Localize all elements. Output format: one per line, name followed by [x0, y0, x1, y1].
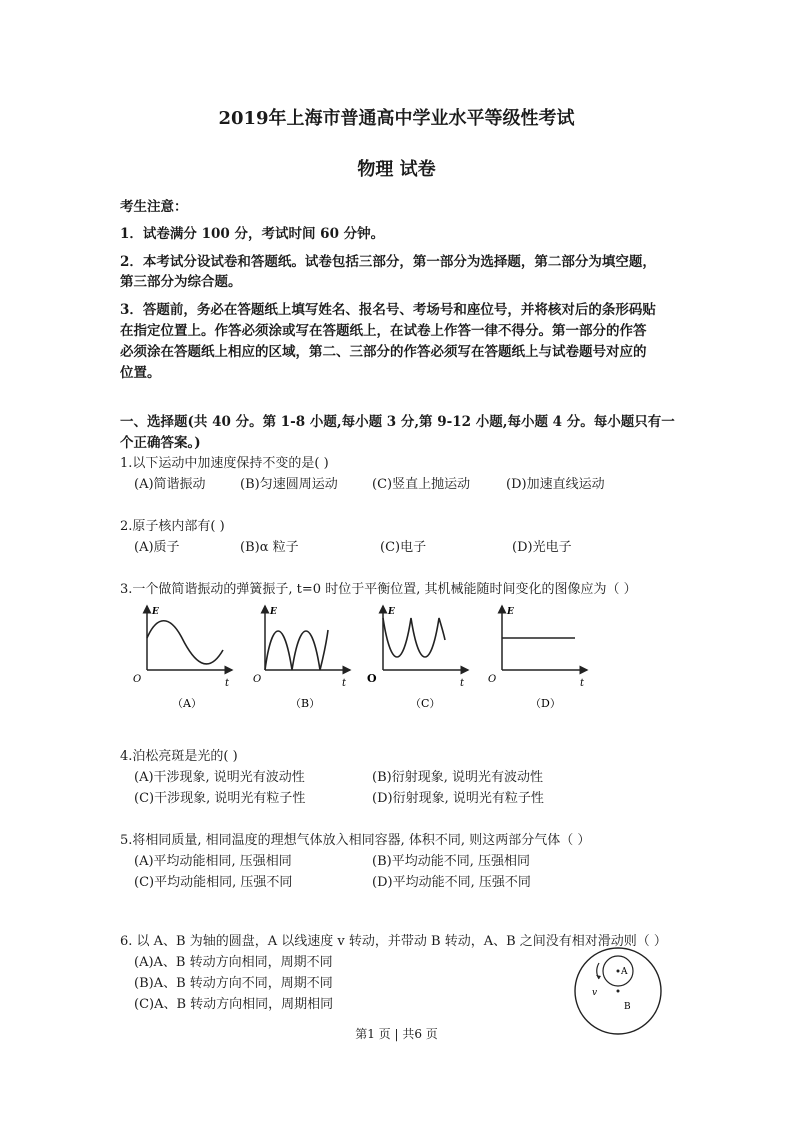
question-5-option-d: (D)平均动能不同, 压强不同	[372, 875, 531, 890]
question-6-stem: 6. 以 A、B 为轴的圆盘，A 以线速度 v 转动，并带动 B 转动，A、B 之间没有相对滑动则（ ）	[120, 934, 667, 949]
graph-b-origin: O	[253, 674, 262, 685]
graph-d-axis-e: E	[507, 607, 514, 617]
question-1-option-a: (A)简谐振动	[134, 477, 206, 492]
graph-d-origin: O	[488, 674, 497, 685]
question-3-stem: 3.一个做简谐振动的弹簧振子, t=0 时位于平衡位置, 其机械能随时间变化的图像应为（ ）	[120, 582, 637, 597]
graph-c-axis-e: E	[388, 607, 395, 617]
question-2-option-a: (A)质子	[134, 540, 180, 555]
notice-item-3-line-4: 位置。	[120, 365, 161, 381]
graph-a-axis-t: t	[225, 678, 230, 689]
page-title: 2019年上海市普通高中学业水平等级性考试	[218, 108, 575, 129]
disc-a-center	[617, 970, 620, 973]
disc-b-center	[617, 990, 620, 993]
question-1-option-c: (C)竖直上抛运动	[372, 477, 471, 492]
question-1-option-b: (B)匀速圆周运动	[240, 477, 338, 492]
graph-c-label: （C）	[410, 697, 441, 710]
graph-d-label: （D）	[530, 697, 561, 710]
question-5-option-c: (C)平均动能相同, 压强不同	[134, 875, 293, 890]
disc-b-label: B	[624, 1002, 631, 1012]
graph-d	[488, 606, 587, 689]
graph-b	[253, 606, 350, 689]
section-1-heading-line-1: 一、选择题(共 40 分。第 1-8 小题,每小题 3 分,第 9-12 小题,每小题 4 分。每小题只有一	[120, 414, 675, 430]
graph-b-label: （B）	[290, 697, 321, 710]
graph-c-origin: O	[367, 672, 377, 685]
question-2-option-b: (B)α 粒子	[240, 540, 299, 555]
question-6-disc-figure	[572, 945, 664, 1037]
page-footer: 第1 页 | 共6 页	[355, 1027, 438, 1041]
question-6-option-c: (C)A、B 转动方向相同，周期相同	[134, 997, 334, 1012]
graph-a	[133, 606, 232, 689]
notice-item-3-line-1: 3．答题前，务必在答题纸上填写姓名、报名号、考场号和座位号，并将核对后的条形码贴	[120, 302, 656, 318]
question-1-option-d: (D)加速直线运动	[506, 477, 605, 492]
notice-item-3-line-2: 在指定位置上。作答必须涂或写在答题纸上，在试卷上作答一律不得分。第一部分的作答	[120, 323, 647, 339]
graph-b-axis-e: E	[270, 607, 277, 617]
notice-item-1: 1．试卷满分 100 分，考试时间 60 分钟。	[120, 226, 385, 242]
graph-d-axis-t: t	[580, 678, 585, 689]
question-4-option-c: (C)干涉现象, 说明光有粒子性	[134, 791, 306, 806]
question-2-option-d: (D)光电子	[512, 540, 572, 555]
graph-a-curve	[147, 621, 223, 664]
graph-a-origin: O	[133, 674, 142, 685]
question-3-graphs	[120, 600, 600, 720]
graph-c-axis-t: t	[460, 678, 465, 689]
page-subtitle: 物理 试卷	[357, 159, 436, 180]
question-1-stem: 1.以下运动中加速度保持不变的是( )	[120, 456, 329, 471]
section-1-heading-line-2: 个正确答案。)	[120, 435, 201, 451]
question-4-stem: 4.泊松亮斑是光的( )	[120, 749, 238, 764]
notice-item-2-line-2: 第三部分为综合题。	[120, 274, 242, 290]
question-5-option-b: (B)平均动能不同, 压强相同	[372, 854, 530, 869]
notice-item-2-line-1: 2．本考试分设试卷和答题纸。试卷包括三部分，第一部分为选择题，第二部分为填空题，	[120, 254, 656, 270]
question-4-option-a: (A)干涉现象, 说明光有波动性	[134, 770, 305, 785]
graph-c	[367, 606, 468, 689]
velocity-label: v	[592, 988, 598, 998]
notice-heading: 考生注意：	[120, 199, 188, 215]
question-6-option-b: (B)A、B 转动方向不同，周期不同	[134, 976, 333, 991]
question-4-option-d: (D)衍射现象, 说明光有粒子性	[372, 791, 544, 806]
graph-b-axis-t: t	[342, 678, 347, 689]
question-2-option-c: (C)电子	[380, 540, 427, 555]
graph-c-curve	[383, 618, 445, 657]
disc-a-label: A	[621, 967, 628, 977]
notice-item-3-line-3: 必须涂在答题纸上相应的区域，第二、三部分的作答必须写在答题纸上与试卷题号对应的	[120, 344, 647, 360]
question-6-option-a: (A)A、B 转动方向相同，周期不同	[134, 955, 333, 970]
question-5-option-a: (A)平均动能相同, 压强相同	[134, 854, 292, 869]
question-2-stem: 2.原子核内部有( )	[120, 519, 225, 534]
graph-b-curve	[265, 630, 328, 670]
graph-a-label: （A）	[172, 697, 202, 710]
question-4-option-b: (B)衍射现象, 说明光有波动性	[372, 770, 543, 785]
question-5-stem: 5.将相同质量, 相同温度的理想气体放入相同容器, 体积不同, 则这两部分气体（ ）	[120, 833, 591, 848]
graph-a-axis-e: E	[152, 607, 159, 617]
